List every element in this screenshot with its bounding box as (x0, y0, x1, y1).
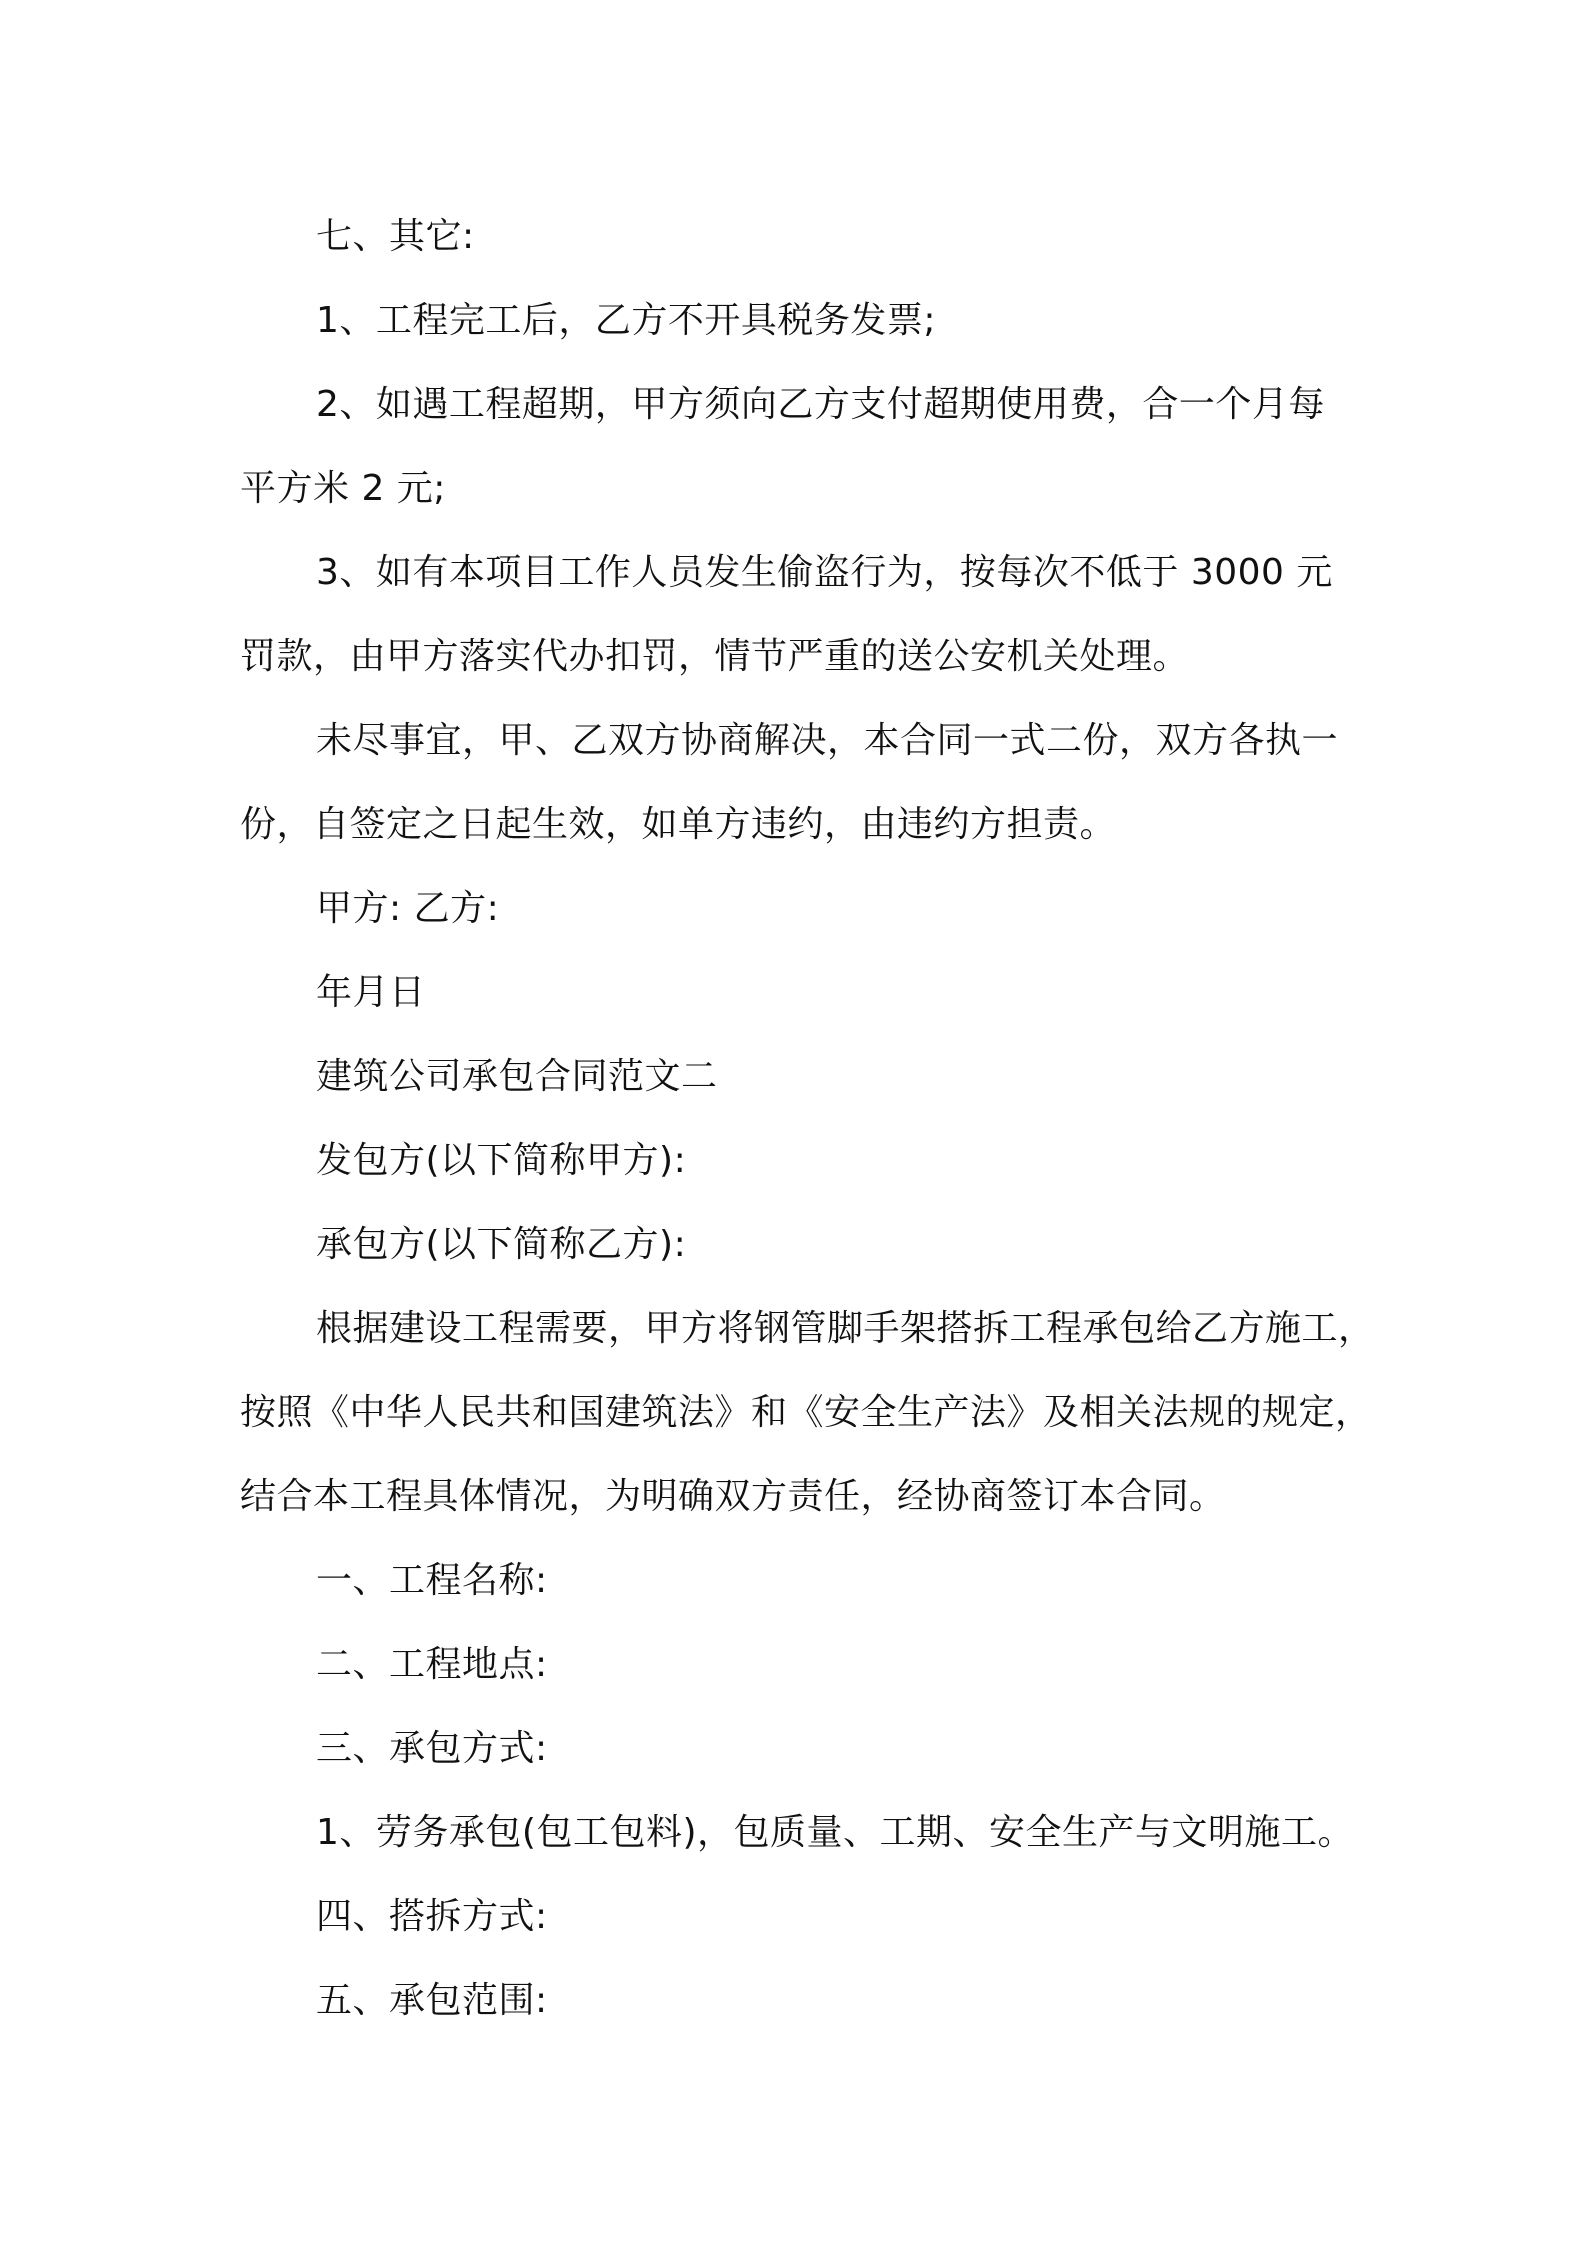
paragraph-line: 结合本工程具体情况，为明确双方责任，经协商签订本合同。 (240, 1476, 1226, 1517)
paragraph-line: 份，自签定之日起生效，如单方违约，由违约方担责。 (240, 804, 1117, 845)
section-heading-erection-method: 四、搭拆方式: (316, 1896, 548, 1937)
paragraph-line: 根据建设工程需要，甲方将钢管脚手架搭拆工程承包给乙方施工， (316, 1308, 1375, 1349)
party-a-label: 发包方(以下简称甲方): (316, 1140, 687, 1181)
section-heading-project-location: 二、工程地点: (316, 1644, 548, 1685)
section-heading-project-name: 一、工程名称: (316, 1560, 548, 1601)
paragraph-line: 罚款，由甲方落实代办扣罚，情节严重的送公安机关处理。 (240, 636, 1190, 677)
paragraph-line: 3、如有本项目工作人员发生偷盗行为，按每次不低于 3000 元 (316, 552, 1333, 593)
section-heading-other: 七、其它: (316, 216, 475, 257)
document-title: 建筑公司承包合同范文二 (316, 1056, 718, 1097)
party-b-label: 承包方(以下简称乙方): (316, 1224, 687, 1265)
signature-parties: 甲方: 乙方: (316, 888, 500, 929)
paragraph-line: 按照《中华人民共和国建筑法》和《安全生产法》及相关法规的规定， (240, 1392, 1372, 1433)
document-body (240, 195, 1375, 2043)
paragraph-line: 未尽事宜，甲、乙双方协商解决，本合同一式二份，双方各执一 (316, 720, 1339, 761)
paragraph-line: 平方米 2 元; (240, 468, 446, 509)
paragraph-line: 1、工程完工后，乙方不开具税务发票; (316, 300, 937, 341)
section-heading-contract-method: 三、承包方式: (316, 1728, 548, 1769)
signature-date: 年月日 (316, 972, 426, 1013)
section-heading-contract-scope: 五、承包范围: (316, 1980, 548, 2021)
paragraph-line: 2、如遇工程超期，甲方须向乙方支付超期使用费，合一个月每 (316, 384, 1325, 425)
paragraph-line: 1、劳务承包(包工包料)，包质量、工期、安全生产与文明施工。 (316, 1812, 1354, 1853)
